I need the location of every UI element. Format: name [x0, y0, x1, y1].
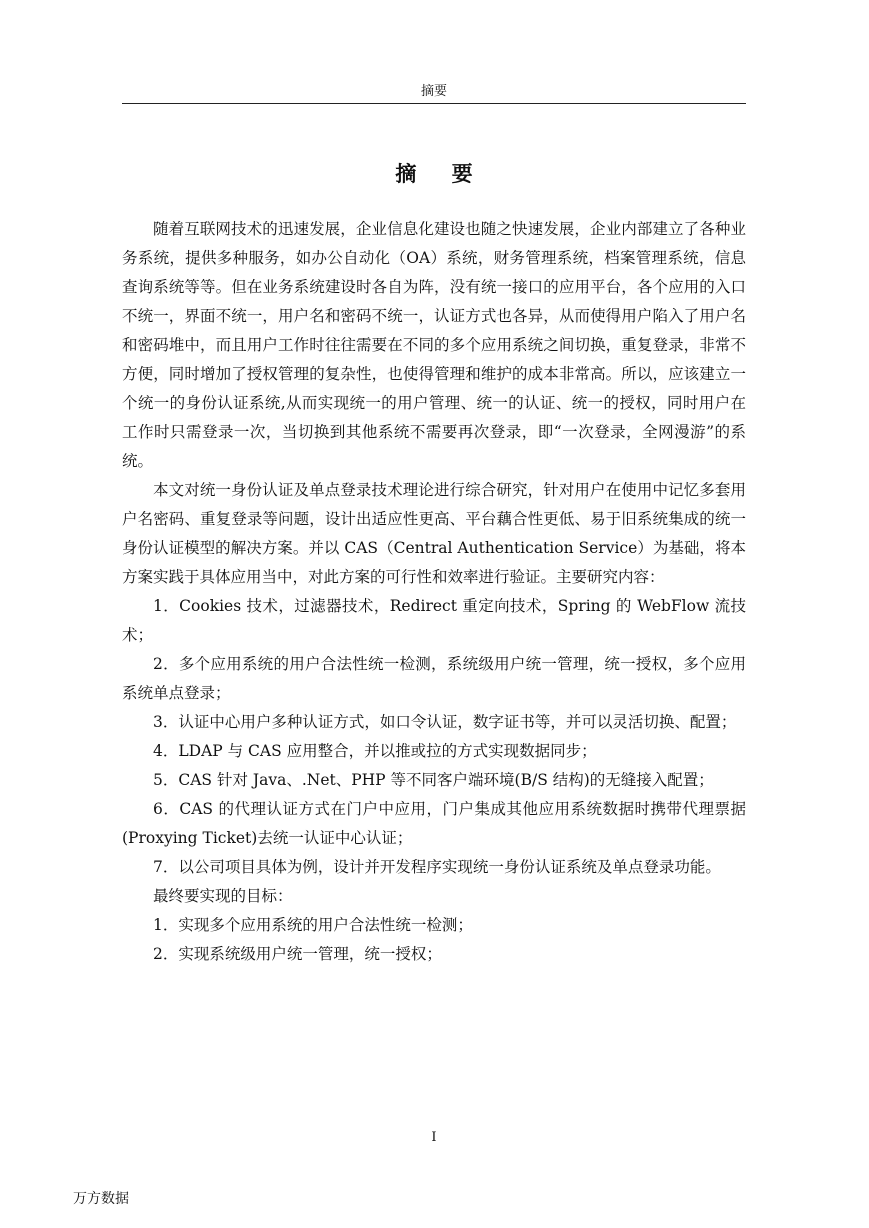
goal-item-1: 1．实现多个应用系统的用户合法性统一检测； — [153, 916, 473, 934]
paragraph-method: 本文对统一身份认证及单点登录技术理论进行综合研究，针对用户在使用中记忆多套用户名密码、重复登录等问题，设计出适应性更高、平台藕合性更低、易于旧系统集成的统一身份认证模型的解决方案。并以 CAS（Central Authentication Service）为基础，将本方案实践于具体应用当中，对此方案的可行性和效率进行验证。主要研究内容： — [122, 481, 746, 586]
paragraph-background: 随着互联网技术的迅速发展，企业信息化建设也随之快速发展，企业内部建立了各种业务系统，提供多种服务，如办公自动化（OA）系统，财务管理系统，档案管理系统，信息查询系统等等。但在业务系统建设时各自为阵，没有统一接口的应用平台，各个应用的入口不统一，界面不统一，用户名和密码不统一，认证方式也各异，从而使得用户陷入了用户名和密码堆中，而且用户工作时往往需要在不同的多个应用系统之间切换，重复登录，非常不方便，同时增加了授权管理的复杂性，也使得管理和维护的成本非常高。所以，应该建立一个统一的身份认证系统,从而实现统一的用户管理、统一的认证、统一的授权，同时用户在工作时只需登录一次，当切换到其他系统不需要再次登录，即“一次登录，全网漫游”的系统。 — [122, 220, 746, 470]
research-item-6: 6．CAS 的代理认证方式在门户中应用，门户集成其他应用系统数据时携带代理票据(Proxying Ticket)去统一认证中心认证； — [122, 800, 746, 847]
research-item-1: 1．Cookies 技术，过滤器技术，Redirect 重定向技术，Spring 的 WebFlow 流技术； — [122, 597, 746, 644]
abstract-body — [122, 215, 746, 969]
research-item-5: 5．CAS 针对 Java、.Net、PHP 等不同客户端环境(B/S 结构)的无缝接入配置； — [153, 771, 714, 789]
running-header: 摘要 — [420, 84, 447, 99]
goals-intro: 最终要实现的目标： — [153, 887, 293, 905]
watermark-text: 万方数据 — [73, 1191, 129, 1207]
research-item-3: 3．认证中心用户多种认证方式，如口令认证，数字证书等，并可以灵活切换、配置； — [153, 713, 737, 731]
page-title: 摘 要 — [395, 161, 487, 186]
header-rule — [122, 103, 746, 104]
research-item-7: 7．以公司项目具体为例，设计并开发程序实现统一身份认证系统及单点登录功能。 — [153, 858, 721, 876]
goal-item-2: 2．实现系统级用户统一管理，统一授权； — [153, 945, 442, 963]
research-item-4: 4．LDAP 与 CAS 应用整合，并以推或拉的方式实现数据同步； — [153, 742, 597, 760]
research-item-2: 2．多个应用系统的用户合法性统一检测，系统级用户统一管理，统一授权，多个应用系统单点登录； — [122, 655, 746, 702]
page-number: I — [431, 1130, 437, 1145]
